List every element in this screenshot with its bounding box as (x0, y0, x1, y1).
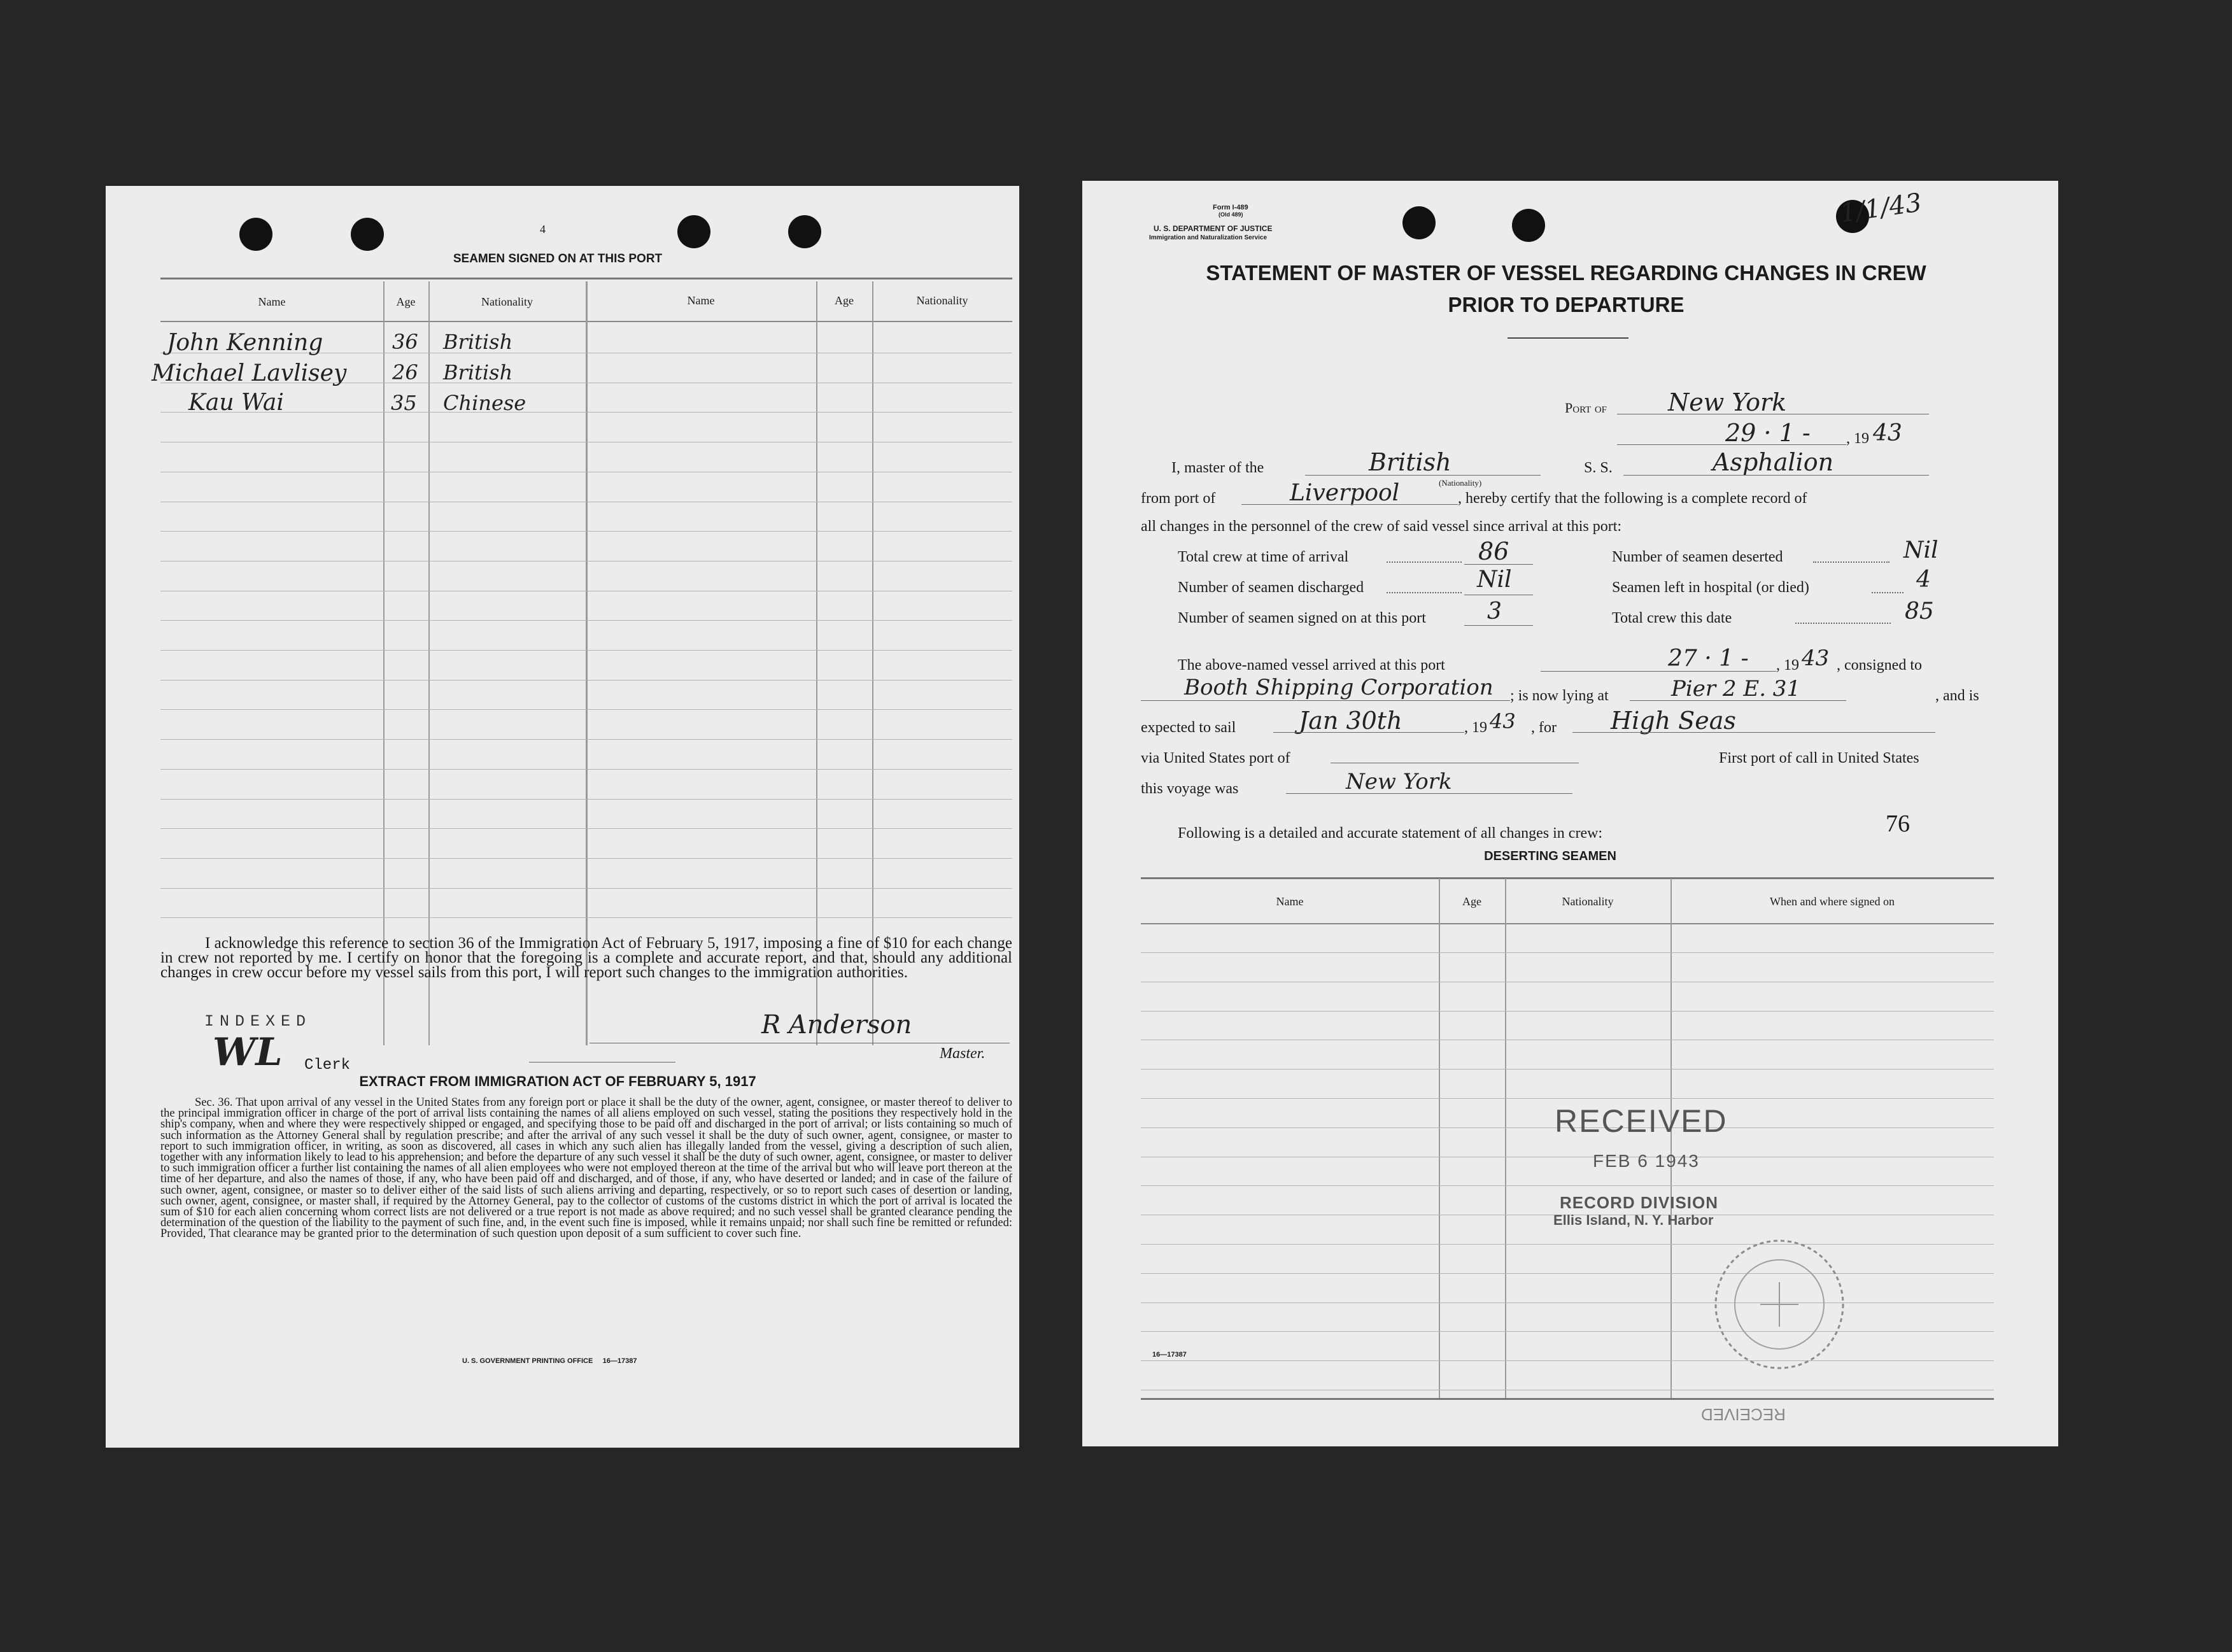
consignee-value: Booth Shipping Corporation (1184, 675, 1494, 700)
table-rule (1141, 1185, 1994, 1186)
table-rule (160, 680, 1012, 681)
ellis-island: Ellis Island, N. Y. Harbor (1553, 1212, 1714, 1228)
department-name: U. S. DEPARTMENT OF JUSTICE (1154, 224, 1273, 233)
following-label: Following is a detailed and accurate statement of all changes in crew: (1178, 825, 1603, 842)
sail-date: Jan 30th (1299, 707, 1402, 735)
table-rule (160, 412, 1012, 413)
header-nationality: Nationality (916, 294, 968, 307)
leader-dots (1813, 561, 1889, 563)
hospital-label: Seamen left in hospital (or died) (1612, 579, 1809, 596)
sail-date-line (1273, 732, 1464, 733)
destination-line (1572, 732, 1935, 733)
master-signature: R Anderson (761, 1010, 912, 1040)
header-age: Age (835, 294, 854, 307)
value-line (1464, 625, 1533, 626)
clerk-initials: WL (213, 1030, 283, 1075)
arrived-line (1541, 671, 1776, 672)
table-rule (160, 828, 1012, 829)
received-date: FEB 6 1943 (1593, 1151, 1700, 1171)
column-divider (428, 281, 430, 1045)
table-rule (1141, 1098, 1994, 1099)
port-label: Port of (1565, 400, 1607, 416)
hospital-value: 4 (1916, 567, 1931, 593)
column-divider (872, 281, 873, 1045)
table-top-rule (160, 278, 1012, 279)
total-date-label: Total crew this date (1612, 610, 1732, 626)
value-line (1464, 564, 1533, 565)
table-rule (160, 858, 1012, 859)
crew-age: 35 (391, 391, 417, 415)
consignee-line (1141, 700, 1510, 701)
section-36-text: Sec. 36. That upon arrival of any vessel in the United States from any foreign port or place it shall be the duty of the owner, agent, consignee, or master thereof to deliver to the principal immigration officer in charge of the port of arrival lists containing the names of all aliens employed on such vessel, stating the positions they respectively hold in the ship's company, when and where they were respectively shipped or engaged, and specifying those to be paid off and discharged in the port of arrival; or lists containing so much of such information as the Attorney General shall by regulation prescribe; and after the arrival of any such vessel it shall be the duty of such owner, agent, consignee, or master to report to such immigration officer, in writing, as soon as discovered, all cases in which any such alien has illegally landed from the vessel, giving a description of such alien, together with any information likely to lead to his apprehension; and before the departure of any such vessel it shall be the duty of such owner, agent, consignee, or master to deliver to such immigration officer a further list containing the names of all alien employees who were not employed thereon at the time of the arrival but who will leave port thereon at the time of her departure, and also the names of those, if any, who have been paid off and discharged, and of those, if any, who have deserted or landed; and in case of the failure of such owner, agent, consignee, or master so to deliver either of the said lists of such aliens arriving and departing, respectively, or so to report such cases of desertion or landing, such owner, agent, consignee, or master shall, if required by the Attorney General, pay to the collector of customs of the customs district in which the port of arrival is located the sum of $10 for each alien concerning whom correct lists are not delivered or a true report is not made as above required; and no such vessel shall be granted clearance pending the determination of the question of the liability to the payment of such fine, and, in the event such fine is imposed, while it remains unpaid; nor shall such fine be remitted or refunded: Provided, That clearance may be granted prior to the determination of such question upon deposit of a sum sufficient to cover such fine. (160, 1096, 1012, 1241)
punch-hole (351, 218, 384, 251)
table-header-rule (1141, 923, 1994, 924)
clerk-label: Clerk (304, 1057, 351, 1074)
first-port-line (1286, 793, 1477, 794)
from-port-label: from port of (1141, 490, 1216, 507)
punch-hole (677, 215, 710, 248)
table-rule (1141, 1331, 1994, 1332)
header-age: Age (396, 295, 416, 308)
nationality-line (1305, 475, 1541, 476)
master-label: Master. (940, 1045, 985, 1062)
table-rule (160, 769, 1012, 770)
year-value: 43 (1873, 420, 1902, 446)
certify-text: , hereby certify that the following is a complete record of (1458, 490, 1807, 507)
header-age: Age (1462, 895, 1481, 908)
page-number: 4 (540, 223, 546, 236)
crew-name: John Kenning (167, 330, 323, 356)
and-is-label: , and is (1935, 688, 1979, 704)
column-divider (586, 281, 588, 1045)
table-rule (160, 917, 1012, 918)
from-port-value: Liverpool (1290, 480, 1400, 506)
divider-rule (529, 1062, 675, 1063)
total-arrival-value: 86 (1478, 537, 1509, 565)
crew-age: 36 (392, 330, 418, 354)
header-when-where: When and where signed on (1770, 895, 1895, 908)
crew-name: Kau Wai (188, 390, 284, 416)
lying-label: ; is now lying at (1510, 688, 1609, 704)
via-label: via United States port of (1141, 750, 1290, 766)
master-of-label: I, master of the (1171, 460, 1264, 476)
deserted-label: Number of seamen deserted (1612, 549, 1783, 565)
handwritten-corner-note: 1/1/43 (1838, 188, 1924, 229)
ss-label: S. S. (1584, 460, 1613, 476)
arrived-year: 43 (1802, 646, 1830, 671)
table-rule (1141, 1244, 1994, 1245)
first-port-value: New York (1346, 769, 1452, 794)
column-divider (1439, 879, 1440, 1399)
crew-age: 26 (392, 360, 418, 385)
sail-year: 43 (1490, 709, 1516, 733)
form-subtitle: PRIOR TO DEPARTURE (1448, 293, 1685, 316)
record-division: RECORD DIVISION (1560, 1193, 1719, 1212)
punch-hole (788, 215, 821, 248)
for-label: , for (1531, 719, 1557, 736)
table-rule (160, 739, 1012, 740)
first-port-line (1477, 793, 1572, 794)
table-rule (1141, 1011, 1994, 1012)
crew-nationality: British (443, 360, 513, 385)
year-prefix: , 19 (1776, 657, 1799, 674)
destination-value: High Seas (1611, 707, 1736, 735)
count-note: 76 (1886, 810, 1910, 837)
first-port-label: First port of call in United States (1719, 750, 1919, 766)
header-nationality: Nationality (481, 295, 533, 308)
acknowledgment-text: I acknowledge this reference to section 36 of the Immigration Act of February 5, 1917, imposing a fine of $10 for each change in crew not reported by me. I certify on honor that the foregoing is a complete and accurate report, and that, should any additional changes in crew occur before my vessel sails from this port, I will report such changes to the immigration authorities. (160, 935, 1012, 981)
table-rule (1141, 1360, 1994, 1361)
deserted-value: Nil (1904, 537, 1939, 563)
punch-hole (1512, 209, 1545, 242)
leader-dots (1872, 592, 1904, 593)
table-top-rule (1141, 877, 1994, 879)
ship-line (1623, 475, 1929, 476)
signed-on-table-title: SEAMEN SIGNED ON AT THIS PORT (453, 252, 663, 265)
leader-dots (1795, 623, 1891, 624)
year-prefix: , 19 (1846, 430, 1869, 447)
header-nationality: Nationality (1562, 895, 1614, 908)
crew-nationality: British (443, 330, 513, 354)
lying-value: Pier 2 E. 31 (1671, 676, 1801, 702)
column-divider (383, 281, 385, 1045)
column-divider (816, 281, 817, 1045)
form-sub: (Old 489) (1218, 211, 1243, 218)
table-rule (160, 650, 1012, 651)
this-voyage-label: this voyage was (1141, 780, 1239, 797)
port-value: New York (1668, 388, 1787, 416)
table-rule (160, 709, 1012, 710)
ship-name: Asphalion (1713, 448, 1834, 476)
header-name: Name (258, 295, 286, 308)
title-underline (1508, 337, 1628, 339)
table-rule (160, 531, 1012, 532)
total-date-value: 85 (1905, 598, 1934, 625)
lying-line (1630, 700, 1846, 701)
extract-title: EXTRACT FROM IMMIGRATION ACT OF FEBRUARY 5, 1917 (359, 1073, 756, 1089)
punch-hole (239, 218, 272, 251)
deserting-title: DESERTING SEAMEN (1484, 849, 1616, 863)
table-rule (160, 799, 1012, 800)
printing-office-note: U. S. GOVERNMENT PRINTING OFFICE 16—17387 (462, 1357, 637, 1365)
column-divider (1505, 879, 1506, 1399)
nationality-value: British (1369, 448, 1452, 476)
header-name: Name (687, 294, 715, 307)
form-title: STATEMENT OF MASTER OF VESSEL REGARDING CHANGES IN CREW (1206, 261, 1926, 285)
discharged-label: Number of seamen discharged (1178, 579, 1364, 596)
circular-seal-icon (1706, 1231, 1853, 1378)
crew-nationality: Chinese (443, 391, 526, 415)
table-rule (160, 888, 1012, 889)
consigned-label: , consigned to (1837, 657, 1922, 674)
table-rule (1141, 1273, 1994, 1274)
received-stamp: RECEIVED (1555, 1103, 1728, 1139)
nationality-caption: (Nationality) (1439, 478, 1482, 488)
arrived-date: 27 · 1 - (1668, 646, 1749, 672)
indexed-stamp: INDEXED (204, 1012, 312, 1031)
right-page (1082, 181, 2058, 1446)
table-bottom-rule (1141, 1398, 1994, 1400)
left-page (106, 186, 1019, 1448)
date-line (1617, 444, 1846, 445)
table-rule (1141, 1069, 1994, 1070)
from-port-line (1241, 504, 1458, 505)
leader-dots (1387, 592, 1462, 593)
certify-text-2: all changes in the personnel of the crew of said vessel since arrival at this port: (1141, 518, 1622, 535)
punch-hole (1402, 206, 1436, 239)
table-rule (1141, 952, 1994, 953)
mirrored-received: RECEIVED (1701, 1405, 1786, 1424)
date-value: 29 · 1 - (1725, 419, 1811, 447)
header-name: Name (1276, 895, 1304, 908)
leader-dots (1387, 561, 1462, 563)
year-prefix: , 19 (1464, 719, 1487, 736)
table-rule (160, 620, 1012, 621)
total-arrival-label: Total crew at time of arrival (1178, 549, 1349, 565)
signed-on-value: 3 (1487, 598, 1502, 625)
signed-on-label: Number of seamen signed on at this port (1178, 610, 1426, 626)
service-name: Immigration and Naturalization Service (1149, 234, 1268, 241)
footer-code: 16—17387 (1152, 1351, 1187, 1359)
crew-name: Michael Lavlisey (152, 360, 347, 386)
arrived-label: The above-named vessel arrived at this port (1178, 657, 1445, 674)
expected-label: expected to sail (1141, 719, 1236, 736)
discharged-value: Nil (1477, 567, 1512, 593)
form-number: Form I-489 (1213, 204, 1248, 211)
